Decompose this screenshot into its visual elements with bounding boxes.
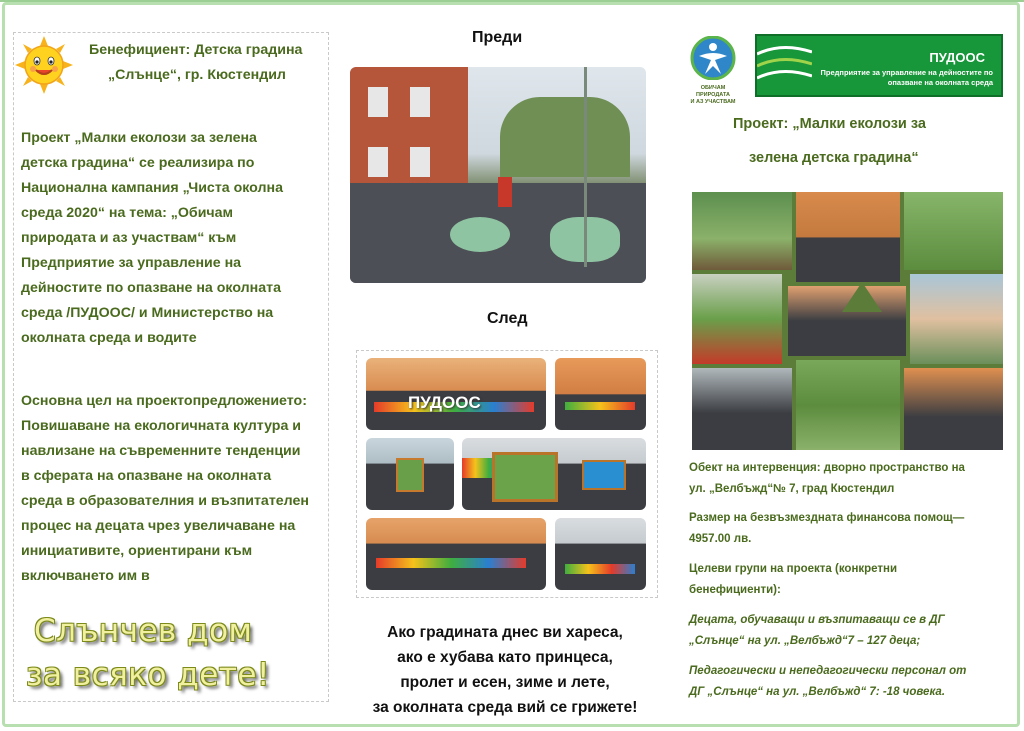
- pudoos-logo: [755, 34, 1003, 97]
- slogan-line1: Слънчев дом: [34, 613, 253, 649]
- staff-line1: Педагогически и непедагогически персонал от: [689, 665, 967, 677]
- goal-line: Повишаване на екологичната култура и: [21, 418, 302, 434]
- project-line: Предприятие за управление на: [21, 255, 242, 271]
- nature-logo-icon: [687, 36, 739, 105]
- project-title-line1: Проект: „Малки еколози за: [733, 116, 926, 132]
- before-label: Преди: [472, 29, 523, 46]
- goal-line: в сферата на опазване на околната: [21, 468, 272, 484]
- after-label: След: [487, 310, 528, 327]
- project-line: Проект „Малки еколози за зелена: [21, 130, 257, 146]
- project-line: детска градина“ се реализира по: [21, 155, 255, 171]
- object-line2: ул. „Велбъжд“№ 7, град Кюстендил: [689, 483, 895, 495]
- pudoos-subtitle1: Предприятие за управление на дейностите по: [820, 68, 993, 77]
- targets-line1: Целеви групи на проекта (конкретни: [689, 563, 898, 575]
- poem-line: пролет и есен, зиме и лете,: [400, 674, 610, 691]
- poem-line: за околната среда вий се грижете!: [372, 699, 638, 716]
- amount-line2: 4957.00 лв.: [689, 533, 752, 545]
- project-line: среда 2020“ на тема: „Обичам: [21, 205, 234, 221]
- project-title-line2: зелена детска градина“: [749, 150, 919, 166]
- kids-collage: [692, 192, 1003, 450]
- goal-line: процес на децата чрез увеличаване на: [21, 518, 296, 534]
- slogan-line2: за всяко дете!: [26, 657, 270, 693]
- project-line: околната среда и водите: [21, 330, 197, 346]
- after-photo-6: [555, 518, 646, 590]
- nature-logo-caption2: И АЗ УЧАСТВАМ: [690, 99, 736, 105]
- project-line: среда /ПУДООС/ и Министерство на: [21, 305, 274, 321]
- project-line: Национална кампания „Чиста околна: [21, 180, 283, 196]
- object-line1: Обект на интервенция: дворно пространство на: [689, 462, 965, 474]
- goal-line: включването им в: [21, 568, 150, 584]
- goal-paragraph: [21, 389, 333, 589]
- poem-line: ако е хубава като принцеса,: [397, 649, 613, 666]
- nature-logo-caption1: ОБИЧАМ ПРИРОДАТА: [696, 85, 730, 98]
- pudoos-subtitle2: опазване на околната среда: [887, 78, 993, 87]
- goal-line: инициативите, ориентирани към: [21, 543, 253, 559]
- beneficiary-line1: Бенефициент: Детска градина: [89, 42, 303, 58]
- after-photo-4: [462, 438, 646, 510]
- targets-line2: бенефициенти):: [689, 584, 781, 596]
- after-photo-2: [555, 358, 646, 430]
- poem-line: Ако градината днес ви хареса,: [387, 624, 623, 641]
- kids-line1: Децата, обучаващи и възпитаващи се в ДГ: [689, 614, 945, 626]
- project-line: дейностите по опазване на околната: [21, 280, 281, 296]
- kids-line2: „Слънце“ на ул. „Велбъжд“7 – 127 деца;: [689, 635, 921, 647]
- pudoos-logo-icon: [757, 36, 812, 95]
- amount-line1: Размер на безвъзмездната финансова помощ—: [689, 512, 965, 524]
- after-photo-1: [366, 358, 546, 430]
- after-photo-5: [366, 518, 546, 590]
- staff-line2: ДГ „Слънце“ на ул. „Велбъжд“ 7: -18 човека.: [689, 686, 946, 698]
- after-photo-3: [366, 438, 454, 510]
- goal-line: Основна цел на проектопредложението:: [21, 393, 307, 409]
- sun-mascot-icon: [15, 36, 73, 94]
- goal-line: навлизане на съвременните тенденции: [21, 443, 301, 459]
- pudoos-title: ПУДООС: [929, 50, 985, 65]
- pudoos-sign: ПУДООС: [408, 393, 481, 412]
- beneficiary-line2: „Слънце“, гр. Кюстендил: [108, 67, 286, 83]
- goal-line: среда в образователния и възпитателен: [21, 493, 309, 509]
- project-paragraph: [21, 126, 331, 351]
- before-photo: [350, 67, 646, 283]
- poem: [350, 620, 660, 720]
- project-line: природата и аз участвам“ към: [21, 230, 237, 246]
